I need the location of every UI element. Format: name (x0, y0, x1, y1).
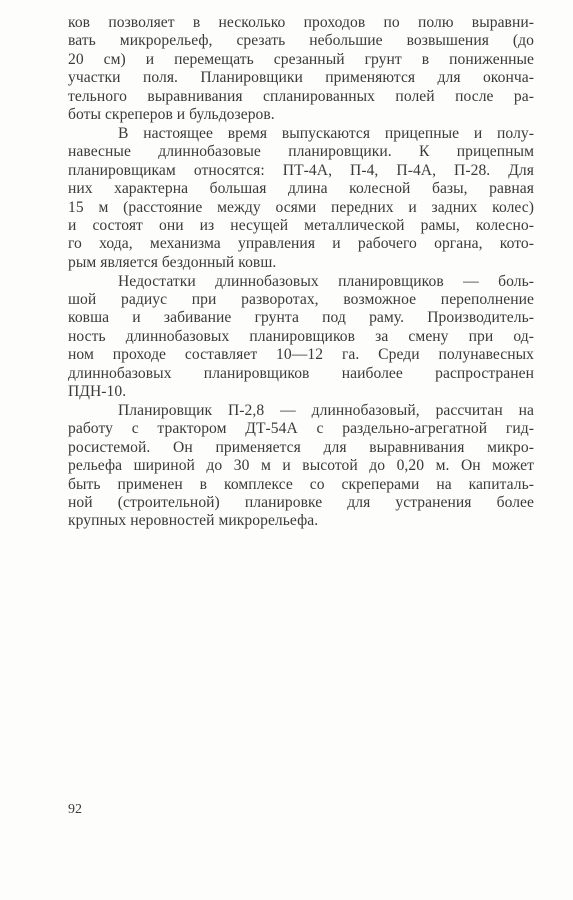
text-line: вать микрорельеф, срезать небольшие возвышения (до (68, 32, 534, 50)
paragraph-3 (68, 273, 534, 402)
text-line: Недостатки длиннобазовых планировщиков — боль- (118, 272, 534, 290)
text-line: 20 см) и перемещать срезанный грунт в пониженные (68, 50, 534, 68)
text-line: рельефа шириной до 30 м и высотой до 0,20 м. Он может (68, 457, 534, 475)
text-line: крупных неровностей микрорельефа. (68, 512, 319, 530)
text-line: длиннобазовых планировщиков наиболее распространен (68, 364, 534, 382)
text-line: ков позволяет в несколько проходов по полю выравни- (68, 14, 534, 31)
text-line: и состоят они из несущей металлической рамы, колесно- (68, 216, 534, 234)
paragraph-2 (68, 125, 534, 272)
text-line: навесные длиннобазовые планировщики. К прицепным (68, 143, 534, 161)
text-line: ной (строительной) планировке для устранения более (68, 493, 534, 511)
text-line: них характерна большая длина колесной базы, равная (68, 180, 534, 198)
body-text (68, 14, 534, 531)
text-line: быть применен в комплексе со скреперами на капиталь- (68, 475, 534, 493)
text-line: ность длиннобазовых планировщиков за смену при од- (68, 327, 534, 345)
text-line: 15 м (расстояние между осями передних и задних колес) (68, 198, 534, 216)
text-line: боты скреперов и бульдозеров. (68, 105, 275, 123)
paragraph-1 (68, 14, 534, 124)
text-line: ковша и забивание грунта под раму. Производитель- (68, 309, 534, 327)
text-line: тельного выравнивания спланированных полей после ра- (68, 87, 534, 105)
text-line: шой радиус при разворотах, возможное переполнение (68, 291, 534, 309)
text-line: работу с трактором ДТ-54А с раздельно-агрегатной гид- (68, 420, 534, 438)
paragraph-4 (68, 402, 534, 531)
text-line: го хода, механизма управления и рабочего органа, кото- (68, 235, 534, 253)
text-line: росистемой. Он применяется для выравнивания микро- (68, 438, 534, 456)
text-line: В настоящее время выпускаются прицепные и полу- (118, 124, 534, 142)
text-line: ном проходе составляет 10—12 га. Среди полунавесных (68, 346, 534, 364)
page-number: 92 (68, 802, 82, 817)
text-line: ПДН-10. (68, 383, 127, 400)
text-line: Планировщик П-2,8 — длиннобазовый, рассчитан на (118, 401, 534, 419)
text-line: планировщикам относятся: ПТ-4А, П-4, П-4А, П-28. Для (68, 161, 534, 179)
text-line: рым является бездонный ковш. (68, 253, 277, 271)
text-line: участки поля. Планировщики применяются для оконча- (68, 69, 534, 87)
